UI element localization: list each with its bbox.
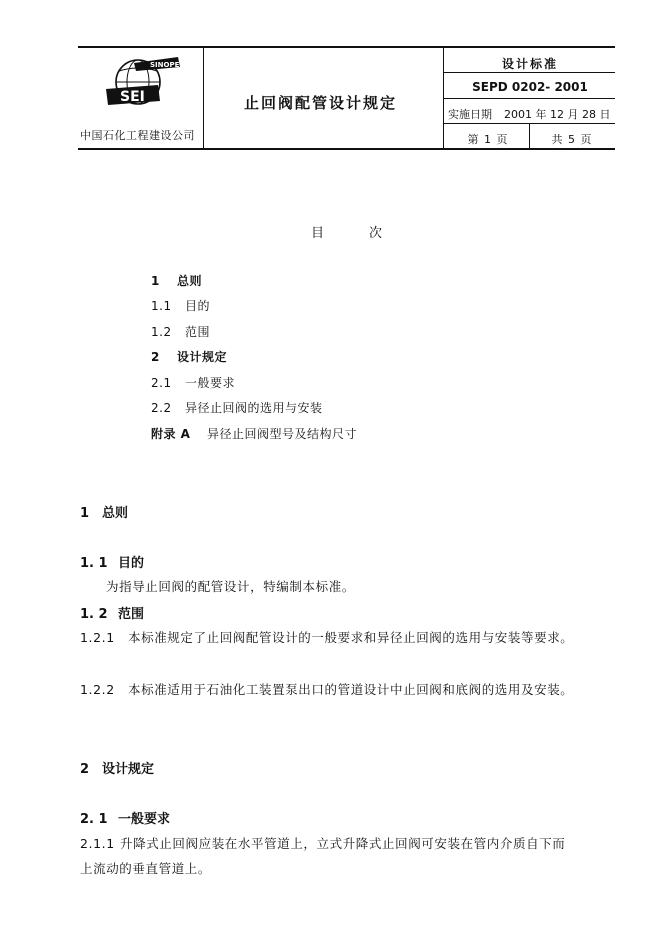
company-name: 中国石化工程建设公司: [80, 129, 195, 142]
paragraph: 2.1.1 升降式止回阀应装在水平管道上，立式升降式止回阀可安装在管内介质自下而: [80, 836, 566, 851]
page-total: 共 5 页: [551, 133, 593, 146]
paragraph-continuation: 上流动的垂直管道上。: [80, 861, 212, 876]
svg-text:SEI: SEI: [120, 89, 145, 105]
document-title: 止回阀配管设计规定: [244, 94, 398, 112]
paragraph: 1.2.2 本标准适用于石油化工装置泵出口的管道设计中止回阀和底阀的选用及安装。: [80, 682, 574, 697]
toc-item: 附录 A 异径止回阀型号及结构尺寸: [151, 427, 358, 441]
header-top-rule: [78, 46, 615, 48]
toc-heading-left: 目: [311, 226, 325, 241]
standard-code: SEPD 0202- 2001: [472, 80, 588, 94]
globe-logo-icon: [100, 55, 184, 113]
implementation-date: 2001 年 12 月 28 日: [504, 108, 611, 121]
implementation-date-row: [448, 106, 614, 122]
paragraph: 为指导止回阀的配管设计，特编制本标准。: [106, 579, 355, 594]
toc-heading-right: 次: [369, 226, 383, 241]
toc-item: 2.1 一般要求: [151, 376, 236, 390]
section-heading: 2 设计规定: [80, 762, 155, 777]
subsection-heading: 1. 1 目的: [80, 556, 145, 571]
header-row-rule-2: [443, 98, 615, 99]
header-bottom-rule: [78, 148, 615, 150]
implementation-label: 实施日期: [448, 108, 492, 121]
header-divider-1: [203, 47, 204, 149]
toc-item: 2.2 异径止回阀的选用与安装: [151, 401, 323, 415]
toc-item: 1.2 范围: [151, 325, 211, 339]
standard-label: 设计标准: [501, 57, 558, 71]
svg-text:SINOPEC: SINOPEC: [150, 61, 184, 69]
paragraph: 1.2.1 本标准规定了止回阀配管设计的一般要求和异径止回阀的选用与安装等要求。: [80, 630, 574, 645]
page-current: 第 1 页: [467, 133, 509, 146]
header-row-rule-1: [443, 72, 615, 73]
company-logo: [100, 55, 184, 113]
section-heading: 1 总则: [80, 506, 129, 521]
toc-item: 1.1 目的: [151, 299, 211, 313]
subsection-heading: 1. 2 范围: [80, 607, 145, 622]
toc-item: 1 总则: [151, 274, 203, 288]
subsection-heading: 2. 1 一般要求: [80, 812, 171, 827]
toc-item: 2 设计规定: [151, 350, 228, 364]
